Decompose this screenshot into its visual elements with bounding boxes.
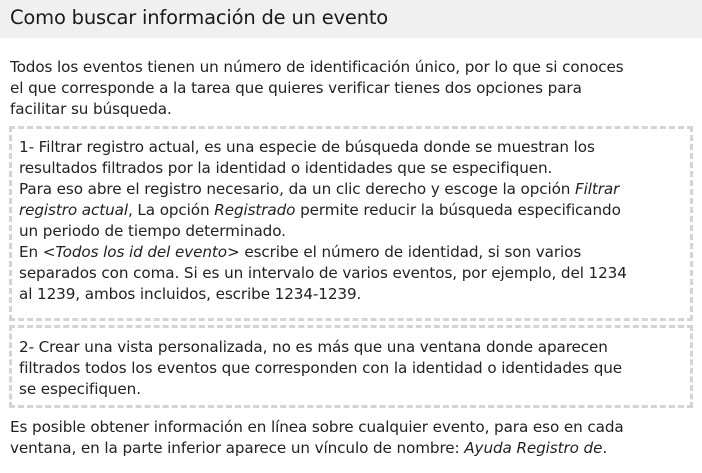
intro-paragraph [10, 57, 700, 120]
option-1-text-segment: permite reducir la búsqueda especificando [295, 201, 621, 219]
option-2-text [19, 337, 689, 400]
ayuda-registro-term: Ayuda Registro de [464, 439, 603, 457]
intro-line: facilitar su búsqueda. [10, 100, 172, 118]
option-1-text-segment: escribe el número de identidad, si son varios [239, 243, 582, 261]
option-1-line [19, 179, 689, 200]
todos-los-id-term: <Todos los id del evento> [42, 243, 240, 261]
option-1-line: un periodo de tiempo determinado. [19, 222, 286, 240]
outro-line [10, 438, 700, 459]
outro-line: Es posible obtener información en línea sobre cualquier evento, para eso en cada [10, 418, 624, 436]
outro-text-segment: . [602, 439, 608, 457]
option-1-line: 1- Filtrar registro actual, es una especie de búsqueda donde se muestran los [19, 138, 595, 156]
option-1-line: al 1239, ambos incluidos, escribe 1234-1239. [19, 285, 362, 303]
option-2-line: filtrados todos los eventos que corresponden con la identidad o identidades que [19, 359, 623, 377]
option-1-line: resultados filtrados por la identidad o identidades que se especifiquen. [19, 159, 553, 177]
filtrar-term: Filtrar [575, 180, 620, 198]
outro-paragraph [10, 417, 700, 459]
option-1-text [19, 137, 689, 305]
option-2-line: se especifiquen. [19, 380, 141, 398]
option-1-text-segment: , La opción [127, 201, 215, 219]
registrado-term: Registrado [214, 201, 296, 219]
outro-text-segment: ventana, en la parte inferior aparece un vínculo de nombre: [10, 439, 465, 457]
title-bar [0, 0, 702, 38]
intro-line: el que corresponde a la tarea que quieres verificar tienes dos opciones para [10, 79, 582, 97]
registro-actual-term: registro actual [19, 201, 128, 219]
option-1-box [9, 126, 693, 321]
option-2-box [9, 325, 693, 408]
option-1-line [19, 200, 689, 221]
option-1-line: separados con coma. Si es un intervalo de varios eventos, por ejemplo, del 1234 [19, 264, 627, 282]
intro-line: Todos los eventos tienen un número de identificación único, por lo que si conoces [10, 58, 624, 76]
page-title: Como buscar información de un evento [10, 6, 389, 29]
option-1-text-segment: En [19, 243, 43, 261]
option-1-line [19, 242, 689, 263]
option-1-text-segment: Para eso abre el registro necesario, da un clic derecho y escoge la opción [19, 180, 576, 198]
option-2-line: 2- Crear una vista personalizada, no es más que una ventana donde aparecen [19, 338, 608, 356]
